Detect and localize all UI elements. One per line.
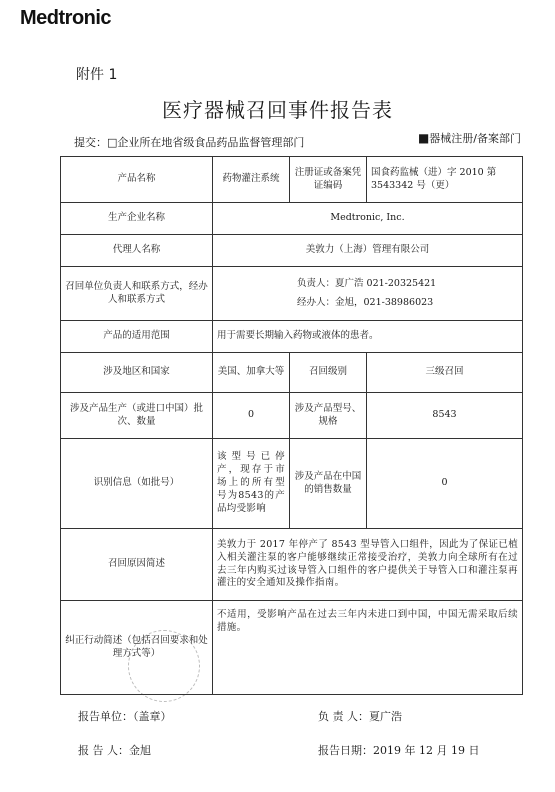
agent-value: 美敦力（上海）管理有限公司 (213, 235, 523, 267)
batch-label: 涉及产品生产（或进口中国）批次、数量 (61, 393, 213, 439)
recall-level-label: 召回级别 (290, 353, 367, 393)
contact-label: 召回单位负责人和联系方式，经办人和联系方式 (61, 267, 213, 321)
dept-line (418, 130, 521, 146)
agent-label: 代理人名称 (61, 235, 213, 267)
sales-value: 0 (367, 439, 523, 529)
company-label: 生产企业名称 (61, 203, 213, 235)
table-row (61, 157, 523, 203)
submit-option-registration: 器械注册/备案部门 (429, 132, 521, 145)
submit-line (74, 134, 304, 150)
sales-label: 涉及产品在中国的销售数量 (290, 439, 367, 529)
table-row (61, 529, 523, 601)
reporter-label: 报 告 人：金旭 (78, 744, 151, 757)
contact-value (213, 267, 523, 321)
report-unit-label: 报告单位：（盖章） (78, 710, 172, 723)
report-date-label: 报告日期：2019 年 12 月 19 日 (318, 744, 480, 757)
leader-label: 负 责 人：夏广浩 (318, 710, 402, 723)
table-row (61, 439, 523, 529)
scope-value: 用于需要长期输入药物或液体的患者。 (213, 321, 523, 353)
table-row (61, 235, 523, 267)
product-name-label: 产品名称 (61, 157, 213, 203)
action-value: 不适用，受影响产品在过去三年内未进口到中国，中国无需采取后续措施。 (213, 601, 523, 695)
recall-report-table (60, 156, 523, 695)
reason-label: 召回原因简述 (61, 529, 213, 601)
model-value: 8543 (367, 393, 523, 439)
table-row (61, 353, 523, 393)
submit-label: 提交： (74, 136, 107, 149)
table-row (61, 267, 523, 321)
ident-label: 识别信息（如批号） (61, 439, 213, 529)
region-value: 美国、加拿大等 (213, 353, 290, 393)
recall-level-value: 三级召回 (367, 353, 523, 393)
table-row (61, 203, 523, 235)
scope-label: 产品的适用范围 (61, 321, 213, 353)
medtronic-logo: Medtronic (20, 7, 112, 29)
page-title: 医疗器械召回事件报告表 (162, 98, 393, 122)
table-row (61, 601, 523, 695)
region-label: 涉及地区和国家 (61, 353, 213, 393)
product-name-value: 药物灌注系统 (213, 157, 290, 203)
company-value: Medtronic, Inc. (213, 203, 523, 235)
table-row (61, 321, 523, 353)
contact-leader: 负责人：夏广浩 021-20325421 (297, 277, 437, 289)
reg-cert-value: 国食药监械（进）字 2010 第 3543342 号（更） (367, 157, 523, 203)
ident-value: 该型号已停产，现存于市场上的所有型号为8543的产品均受影响 (213, 439, 290, 529)
batch-value: 0 (213, 393, 290, 439)
model-label: 涉及产品型号、规格 (290, 393, 367, 439)
submit-option-provincial: □企业所在地省级食品药品监督管理部门 (107, 136, 305, 149)
action-label: 纠正行动简述（包括召回要求和处理方式等） (61, 601, 213, 695)
checked-box-icon: ■ (417, 131, 430, 145)
reason-value: 美敦力于 2017 年停产了 8543 型导管入口组件，因此为了保证已植入相关灌注泵的客户能够继续正常接受治疗，美敦力向全球所有在过去三年内购买过该导管入口组件的客户提供关于导管入口和灌注泵再灌注的安全通知及操作指南。 (213, 529, 523, 601)
company-seal-stamp (128, 630, 200, 702)
contact-handler: 经办人：金旭，021-38986023 (297, 296, 434, 308)
table-row (61, 393, 523, 439)
reg-cert-label: 注册证或备案凭证编码 (290, 157, 367, 203)
attachment-label: 附件 1 (76, 67, 118, 83)
